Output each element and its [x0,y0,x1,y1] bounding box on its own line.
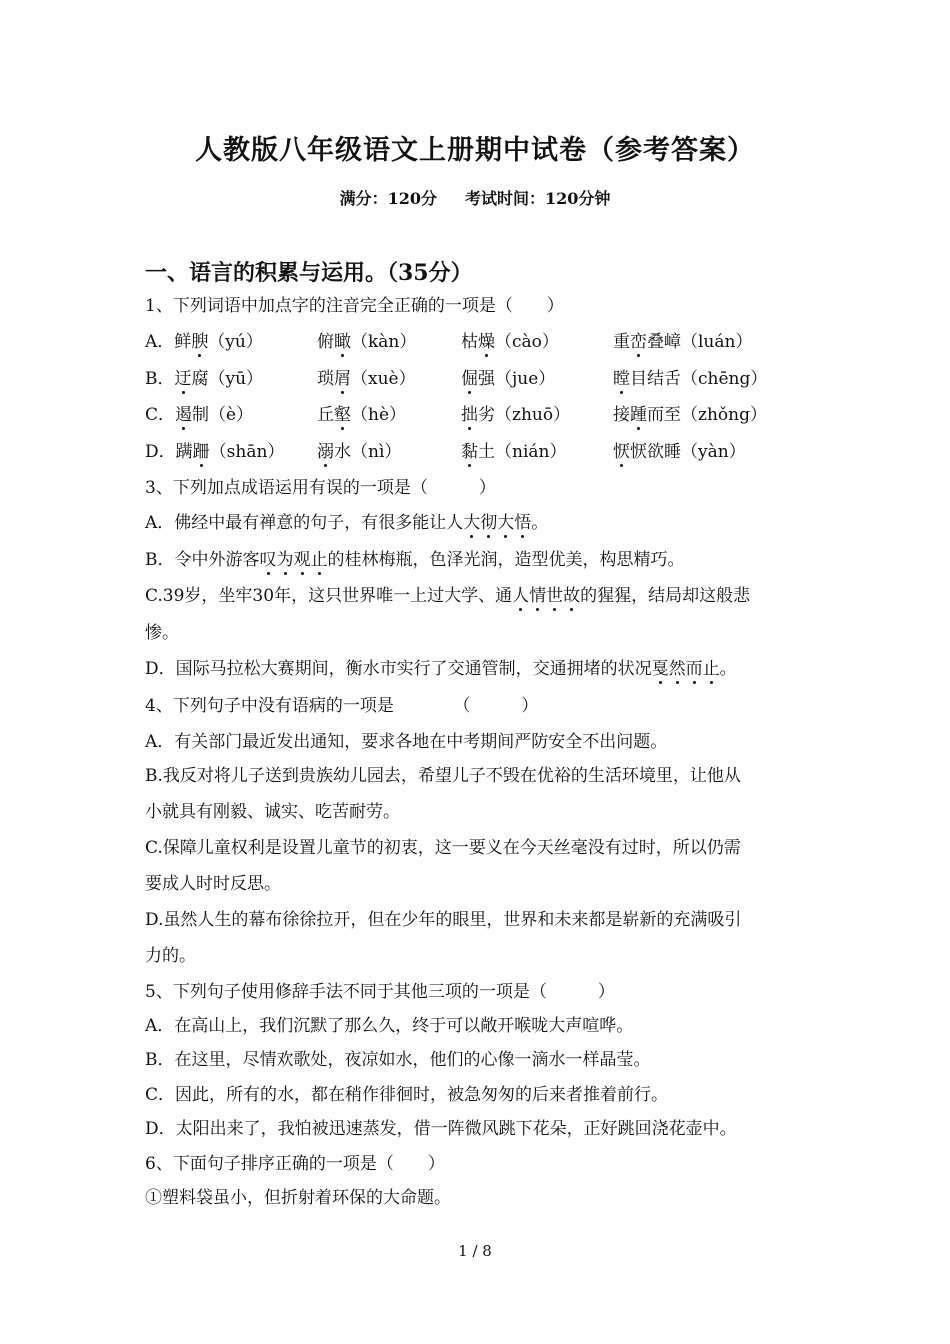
pinyin-option-c3: 拙劣（zhuō） [461,405,571,425]
exam-info [0,186,950,209]
question-3-stem: 3、下列加点成语运用有误的一项是（ ） [145,478,496,498]
question-5-option-d: D．太阳出来了，我怕被迅速蒸发，借一阵微风跳下花朵，正好跳回浇花壶中。 [145,1119,737,1139]
question-4-option-c-cont: 要成人时时反思。 [145,874,281,894]
pinyin-option-d1: D．蹒跚（shān） [145,442,285,462]
pinyin-option-c4: 接踵而至（zhǒng） [613,405,767,425]
pinyin-option-d3: 黏土（nián） [461,442,567,462]
question-6-stem: 6、下面句子排序正确的一项是（ ） [145,1154,445,1174]
question-3-option-b: B．令中外游客叹为观止的桂林梅瓶，色泽光润，造型优美，构思精巧。 [145,550,685,570]
pinyin-option-a3: 枯燥（cào） [461,332,559,352]
pinyin-option-a4: 重峦叠嶂（luán） [613,332,753,352]
pinyin-option-c2: 丘壑（hè） [317,405,407,425]
pinyin-option-a1: A．鲜腴（yú） [145,332,263,352]
full-score: 满分：120分 [339,189,437,208]
question-6-sentence-1: ①塑料袋虽小，但折射着环保的大命题。 [145,1188,451,1208]
question-4-option-b-cont: 小就具有刚毅、诚实、吃苦耐劳。 [145,802,400,822]
pinyin-option-b2: 琐屑（xuè） [317,369,416,389]
section-heading: 一、语言的积累与运用。（35分） [145,260,473,286]
question-5-stem: 5、下列句子使用修辞手法不同于其他三项的一项是（ ） [145,982,615,1002]
question-3-option-c: C.39岁，坐牢30年，这只世界唯一上过大学、通人情世故的猩猩，结局却这般悲 [145,586,751,606]
question-4-option-d-cont: 力的。 [145,946,196,966]
question-5-option-a: A．在高山上，我们沉默了那么久，终于可以敞开喉咙大声喧哗。 [145,1016,634,1036]
pinyin-option-b3: 倔强（jue） [461,369,556,389]
question-3-option-d: D．国际马拉松大赛期间，衡水市实行了交通管制，交通拥堵的状况戛然而止。 [145,659,737,679]
question-3-option-a: A．佛经中最有禅意的句子，有很多能让人大彻大悟。 [145,513,549,533]
question-5-option-b: B．在这里，尽情欢歌处，夜凉如水，他们的心像一滴水一样晶莹。 [145,1050,651,1070]
pinyin-option-d4: 恹恹欲睡（yàn） [613,442,746,462]
pinyin-option-b1: B．迂腐（yū） [145,369,264,389]
pinyin-option-d2: 溺水（nì） [317,442,402,462]
question-4-option-c: C.保障儿童权利是设置儿童节的初衷，这一要义在今天丝毫没有过时，所以仍需 [145,838,741,858]
page-title: 人教版八年级语文上册期中试卷（参考答案） [195,135,755,166]
page-number: 1 / 8 [458,1242,492,1260]
question-1-stem: 1、下列词语中加点字的注音完全正确的一项是（ ） [145,296,564,316]
question-4-stem: 4、下列句子中没有语病的一项是 （ ） [145,696,539,716]
exam-time: 考试时间：120分钟 [465,189,611,208]
question-3-option-c-cont: 惨。 [145,623,179,643]
pinyin-option-b4: 瞠目结舌（chēng） [613,369,768,389]
question-5-option-c: C．因此，所有的水，都在稍作徘徊时，被急匆匆的后来者推着前行。 [145,1085,669,1105]
pinyin-option-a2: 俯瞰（kàn） [317,332,417,352]
question-4-option-d: D.虽然人生的幕布徐徐拉开，但在少年的眼里，世界和未来都是崭新的充满吸引 [145,910,742,930]
pinyin-option-c1: C．遏制（è） [145,405,254,425]
question-4-option-b: B.我反对将儿子送到贵族幼儿园去，希望儿子不毁在优裕的生活环境里，让他从 [145,766,741,786]
question-4-option-a: A．有关部门最近发出通知，要求各地在中考期间严防安全不出问题。 [145,732,668,752]
